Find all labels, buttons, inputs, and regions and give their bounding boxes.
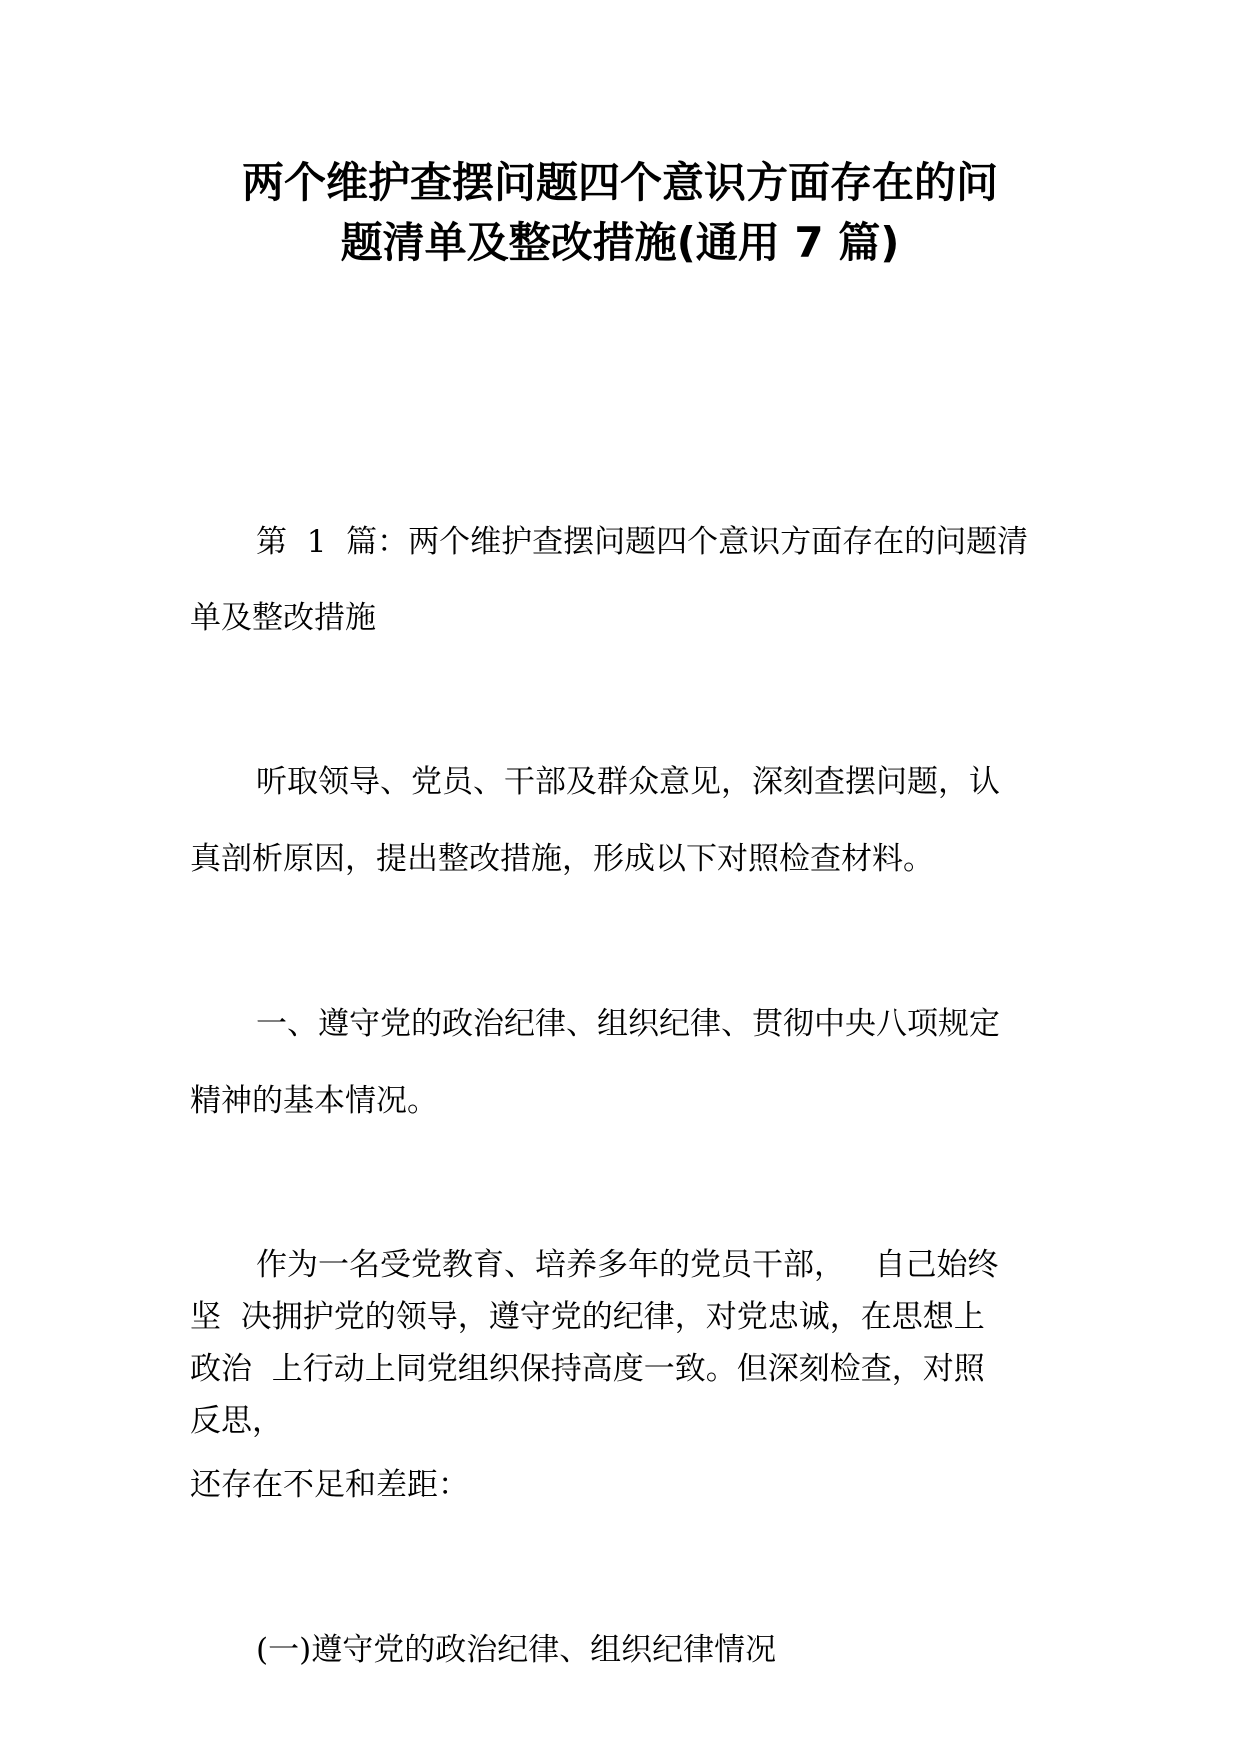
body-line: 还存在不足和差距： (190, 1467, 469, 1503)
body-line: 单及整改措施 (190, 600, 376, 636)
body-line: 政治 上行动上同党组织保持高度一致。但深刻检查，对照 (190, 1351, 985, 1387)
body-line: 坚 决拥护党的领导，遵守党的纪律，对党忠诚，在思想上 (190, 1299, 985, 1335)
body-line: 反思， (190, 1403, 283, 1439)
body-line: 精神的基本情况。 (190, 1083, 438, 1119)
section-heading: (一)遵守党的政治纪律、组织纪律情况 (256, 1632, 777, 1668)
document-title-line-1: 两个维护查摆问题四个意识方面存在的问 (241, 158, 998, 207)
body-line: 作为一名受党教育、培养多年的党员干部， 自己始终 (256, 1247, 999, 1283)
document-title-line-2: 题清单及整改措施(通用 7 篇) (340, 218, 900, 267)
body-line: 第 1 篇：两个维护查摆问题四个意识方面存在的问题清 (256, 524, 1029, 560)
body-line: 一、遵守党的政治纪律、组织纪律、贯彻中央八项规定 (256, 1006, 1000, 1042)
body-line: 听取领导、党员、干部及群众意见，深刻查摆问题，认 (256, 764, 1000, 800)
body-line: 真剖析原因，提出整改措施，形成以下对照检查材料。 (190, 841, 934, 877)
